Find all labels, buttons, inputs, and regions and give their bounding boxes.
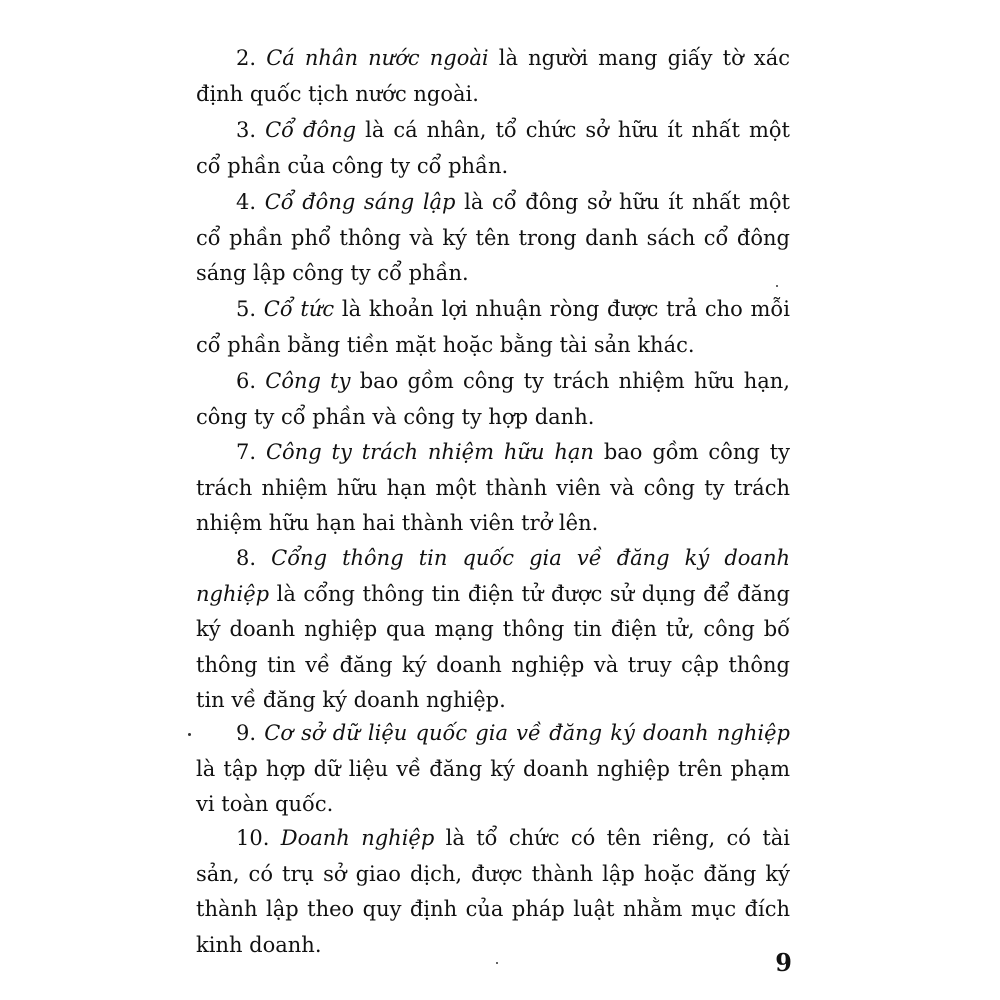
entry-definition: là khoản lợi nhuận ròng được trả cho mỗi cổ phần bằng tiền mặt hoặc bằng tài sản khác.	[196, 297, 790, 357]
scan-speck	[776, 285, 778, 287]
entry-number: 5.	[236, 297, 257, 321]
entry-number: 2.	[236, 46, 257, 70]
entry-number: 6.	[236, 369, 257, 393]
definition-entry-3	[196, 113, 790, 184]
entry-definition: là người mang giấy tờ xác định quốc tịch nước ngoài.	[196, 46, 790, 106]
entry-number: 4.	[236, 190, 257, 214]
entry-definition: là tập hợp dữ liệu về đăng ký doanh nghiệp trên phạm vi toàn quốc.	[196, 756, 790, 816]
entry-definition: là cổng thông tin điện tử được sử dụng để đăng ký doanh nghiệp qua mạng thông tin điện tử, công bố thông tin về đăng ký doanh nghiệp và truy cập thông tin về đăng ký doanh nghiệp.	[196, 581, 790, 712]
definition-entry-10	[196, 821, 790, 963]
entry-definition: bao gồm công ty trách nhiệm hữu hạn một thành viên và công ty trách nhiệm hữu hạn hai thành viên trở lên.	[196, 440, 790, 535]
entry-term: Công ty	[265, 369, 351, 393]
definition-entry-8	[196, 541, 790, 719]
entry-term: Doanh nghiệp	[280, 826, 435, 850]
entry-term: Cổ tức	[263, 297, 335, 321]
definition-entry-9	[196, 716, 790, 823]
entry-term: Cổ đông	[265, 118, 357, 142]
entry-definition: là cổ đông sở hữu ít nhất một cổ phần phổ thông và ký tên trong danh sách cổ đông sáng lập công ty cổ phần.	[196, 190, 790, 285]
scan-speck	[188, 733, 191, 736]
entry-number: 10.	[236, 826, 270, 850]
entry-term: Cá nhân nước ngoài	[266, 46, 489, 70]
entry-number: 3.	[236, 118, 257, 142]
entry-number: 8.	[236, 546, 257, 570]
entry-definition: là tổ chức có tên riêng, có tài sản, có trụ sở giao dịch, được thành lập hoặc đăng ký thành lập theo quy định của pháp luật nhằm mục đích kinh doanh.	[196, 826, 790, 957]
entry-term: Cơ sở dữ liệu quốc gia về đăng ký doanh nghiệp	[264, 721, 790, 745]
entry-term: Cổng thông tin quốc gia về đăng ký doanh nghiệp	[196, 546, 790, 606]
entry-number: 9.	[236, 721, 257, 745]
definition-entry-4	[196, 185, 790, 292]
entry-definition: bao gồm công ty trách nhiệm hữu hạn, công ty cổ phần và công ty hợp danh.	[196, 369, 790, 429]
entry-number: 7.	[236, 440, 257, 464]
definition-entry-2	[196, 41, 790, 112]
entry-term: Cổ đông sáng lập	[264, 190, 456, 214]
entry-definition: là cá nhân, tổ chức sở hữu ít nhất một cổ phần của công ty cổ phần.	[196, 118, 790, 178]
definition-entry-7	[196, 435, 790, 542]
page-number: 9	[775, 948, 792, 977]
definition-entry-6	[196, 364, 790, 435]
definition-entry-5	[196, 292, 790, 363]
scan-speck	[496, 962, 498, 964]
entry-term: Công ty trách nhiệm hữu hạn	[265, 440, 594, 464]
